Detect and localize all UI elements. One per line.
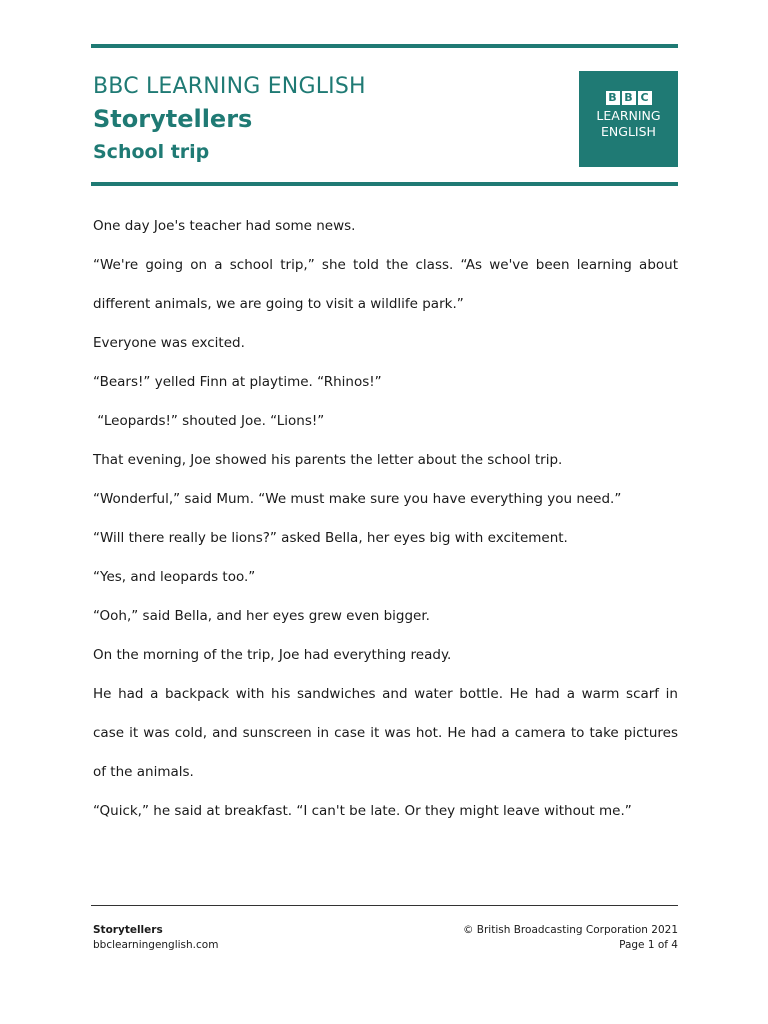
story-paragraph-13: “Quick,” he said at breakfast. “I can't be late. Or they might leave without me.” [93, 803, 632, 819]
logo-line-learning: LEARNING [596, 108, 661, 123]
document-header [93, 72, 563, 168]
footer-right [463, 923, 678, 953]
footer-left [93, 923, 218, 953]
story-paragraph-3: Everyone was excited. [93, 335, 245, 351]
story-paragraph-7: “Wonderful,” said Mum. “We must make sure you have everything you need.” [93, 491, 622, 507]
bbc-blocks [579, 91, 678, 105]
logo-block-b1: B [606, 91, 620, 105]
footer-page-number: Page 1 of 4 [619, 939, 678, 951]
story-paragraph-9: “Yes, and leopards too.” [93, 569, 256, 585]
story-paragraph-6: That evening, Joe showed his parents the letter about the school trip. [93, 452, 563, 468]
footer-rule [91, 905, 678, 906]
story-paragraph-1: One day Joe's teacher had some news. [93, 218, 356, 234]
story-paragraph-8: “Will there really be lions?” asked Bella, her eyes big with excitement. [93, 530, 568, 546]
logo-line-english: ENGLISH [601, 124, 656, 139]
series-title: Storytellers [93, 105, 253, 133]
story-paragraph-12: He had a backpack with his sandwiches and water bottle. He had a warm scarf in case it was cold, and sunscreen in case it was hot. He had a camera to take pictures of the animals. [93, 686, 678, 780]
brand-title: BBC LEARNING ENGLISH [93, 74, 366, 99]
footer-copyright: © British Broadcasting Corporation 2021 [462, 924, 678, 936]
bbc-learning-english-logo [579, 71, 678, 167]
header-bottom-rule [91, 182, 678, 186]
footer-series-title: Storytellers [93, 924, 163, 936]
footer-website: bbclearningenglish.com [93, 939, 219, 951]
story-paragraph-5: “Leopards!” shouted Joe. “Lions!” [93, 413, 325, 429]
logo-block-b2: B [622, 91, 636, 105]
top-rule [91, 44, 678, 48]
story-paragraph-11: On the morning of the trip, Joe had everything ready. [93, 647, 452, 663]
story-text [93, 207, 678, 831]
story-paragraph-2: “We're going on a school trip,” she told the class. “As we've been learning about different animals, we are going to visit a wildlife park.” [93, 257, 678, 312]
story-paragraph-4: “Bears!” yelled Finn at playtime. “Rhinos!” [93, 374, 382, 390]
logo-block-c: C [638, 91, 652, 105]
story-paragraph-10: “Ooh,” said Bella, and her eyes grew even bigger. [93, 608, 430, 624]
episode-title: School trip [93, 141, 210, 163]
